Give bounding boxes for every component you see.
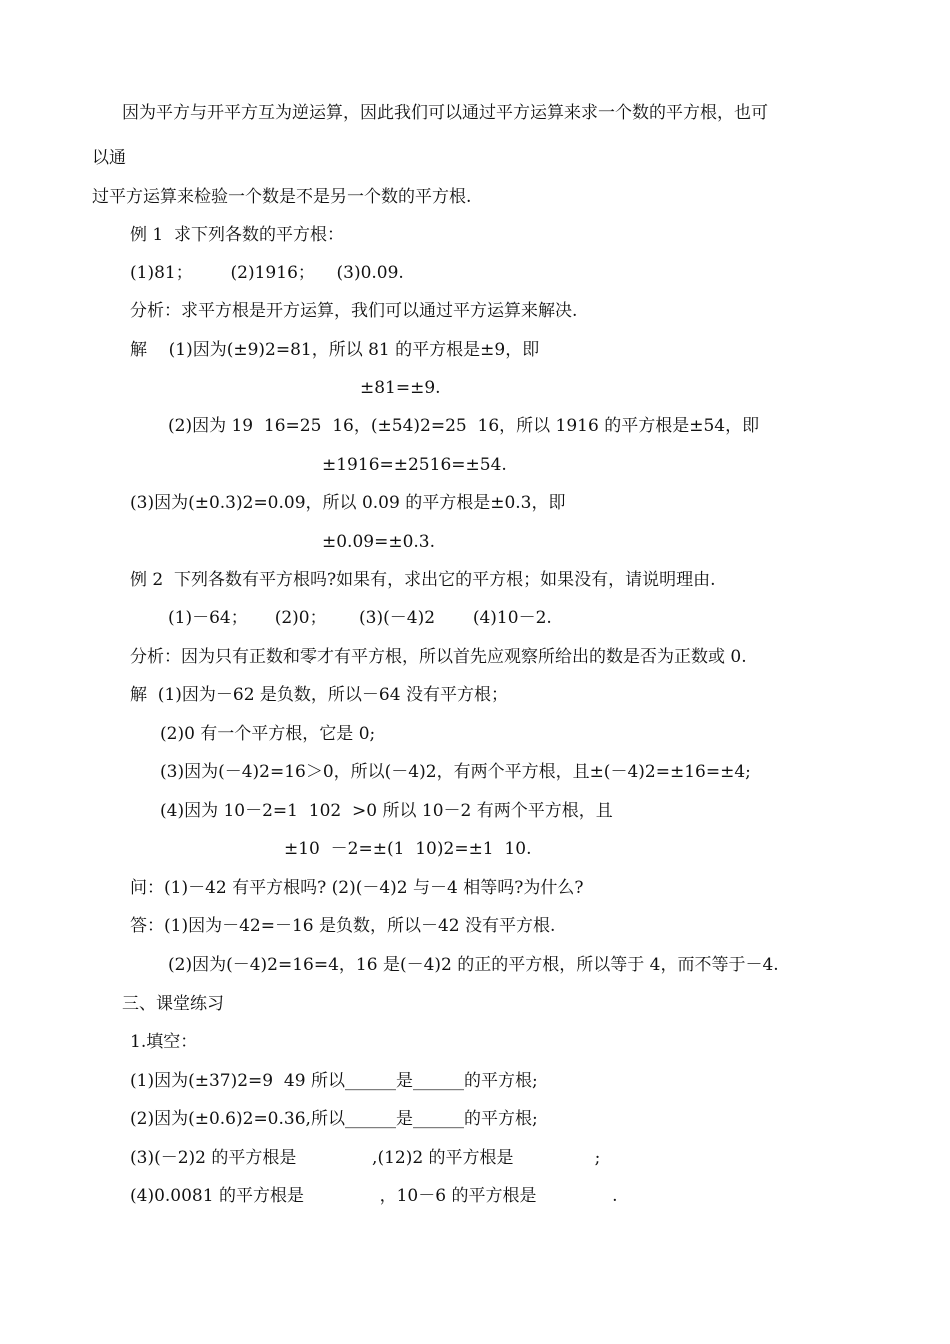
fill-blank-3: (3)(－2)2 的平方根是 ,(12)2 的平方根是 ; [130,1148,601,1168]
example2-solution-2: (2)0 有一个平方根，它是 0; [160,724,376,744]
example2-solution-3: (3)因为(－4)2=16＞0，所以(－4)2，有两个平方根，且±(－4)2=±16=±4; [160,762,751,782]
intro-line-2: 以通 [92,148,126,168]
example1-items: (1)81； (2)1916； (3)0.09. [130,263,404,283]
question-line: 问：(1)－42 有平方根吗? (2)(－4)2 与－4 相等吗?为什么? [130,878,584,898]
example2-items: (1)－64； (2)0； (3)(－4)2 (4)10－2. [168,608,552,628]
example2-equation-4: ±10 －2=±(1 10)2=±1 10. [284,839,532,859]
example2-analysis: 分析：因为只有正数和零才有平方根，所以首先应观察所给出的数是否为正数或 0. [130,647,747,667]
example2-title: 例 2 下列各数有平方根吗?如果有，求出它的平方根；如果没有，请说明理由. [130,570,716,590]
example2-solution-1: 解 (1)因为－62 是负数，所以－64 没有平方根； [130,685,508,705]
answer-line-1: 答：(1)因为－42=－16 是负数，所以－42 没有平方根. [130,916,556,936]
practice-question-1: 1.填空： [130,1032,198,1052]
example1-equation-2: ±1916=±2516=±54. [322,455,507,475]
example1-equation-1: ±81=±9. [360,378,441,398]
example1-equation-3: ±0.09=±0.3. [322,532,436,552]
answer-line-2: (2)因为(－4)2=16=4，16 是(－4)2 的正的平方根，所以等于 4，而不等于－4. [168,955,779,975]
example1-solution-2: (2)因为 19 16=25 16，(±54)2=25 16，所以 1916 的平方根是±54，即 [168,416,760,436]
practice-heading: 三、课堂练习 [122,994,224,1014]
example2-solution-4: (4)因为 10－2=1 102 >0 所以 10－2 有两个平方根，且 [160,801,613,821]
fill-blank-1: (1)因为(±37)2=9 49 所以______是______的平方根; [130,1071,538,1091]
example1-analysis: 分析：求平方根是开方运算，我们可以通过平方运算来解决. [130,301,578,321]
example1-title: 例 1 求下列各数的平方根： [130,225,345,245]
fill-blank-2: (2)因为(±0.6)2=0.36,所以______是______的平方根; [130,1109,538,1129]
intro-line-3: 过平方运算来检验一个数是不是另一个数的平方根. [92,187,472,207]
example1-solution-3: (3)因为(±0.3)2=0.09，所以 0.09 的平方根是±0.3，即 [130,493,566,513]
intro-line-1: 因为平方与开平方互为逆运算，因此我们可以通过平方运算来求一个数的平方根，也可 [122,103,768,123]
example1-solution-1: 解 (1)因为(±9)2=81，所以 81 的平方根是±9，即 [130,340,540,360]
fill-blank-4: (4)0.0081 的平方根是 ，10－6 的平方根是 . [130,1186,618,1206]
